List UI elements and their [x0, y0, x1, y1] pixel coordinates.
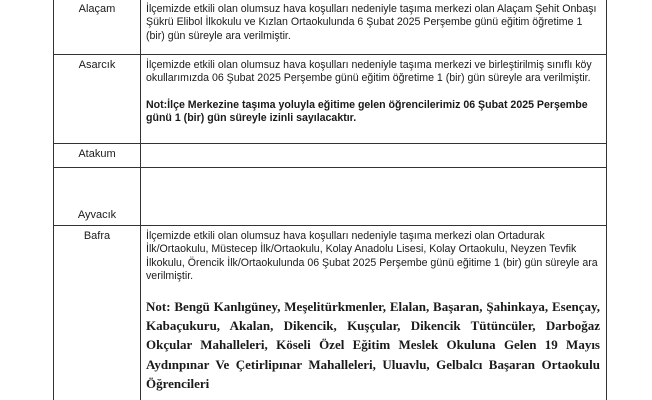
- table-row: [54, 0, 607, 55]
- notice-note: Not:İlçe Merkezine taşıma yoluyla eğitime gelen öğrencilerimiz 06 Şubat 2025 Perşembe günü 1 (bir) gün süreyle izinli sayılacaktır.: [146, 98, 588, 125]
- table-row: [54, 226, 607, 400]
- table-row: [54, 144, 607, 168]
- notice-text: İlçemizde etkili olan olumsuz hava koşulları nedeniyle taşıma merkezi olan Ortadurak İlk/Ortaokulu, Müstecep İlk/Ortaokulu, Kolay Anadolu Lisesi, Kolay Ortaokulu, Neyzen Tevfik İlkokulu, Örencik İlk/Ortaokulunda 06 Şubat 2025 Perşembe günü eğitime 1 (bir) gün süreyle ara verilmiştir.: [146, 230, 598, 283]
- district-notice: [141, 226, 607, 400]
- district-name: Atakum: [54, 144, 141, 168]
- district-notice: [141, 168, 607, 226]
- notice-text: İlçemizde etkili olan olumsuz hava koşulları nedeniyle taşıma merkezi olan Alaçam Şehit Onbaşı Şükrü Elibol İlkokulu ve Kızlan Ortaokulunda 6 Şubat 2025 Perşembe günü eğitim öğretime 1 (bir) gün süreyle ara verilmiştir.: [146, 3, 597, 42]
- district-name: Asarcık: [54, 55, 141, 144]
- table-row: [54, 55, 607, 144]
- district-notice: [141, 0, 607, 55]
- district-notice: [141, 55, 607, 144]
- district-table: [53, 0, 607, 400]
- notice-text: İlçemizde etkili olan olumsuz hava koşulları nedeniyle taşıma merkezi ve birleştirilmiş sınıflı köy okullarımızda 06 Şubat 2025 Perşembe günü eğitim öğretime 1 (bir) gün süreyle ara verilmiştir.: [146, 59, 592, 85]
- district-name: Alaçam: [54, 0, 141, 55]
- district-name: Bafra: [54, 226, 141, 400]
- table-row: [54, 168, 607, 226]
- district-notice: [141, 144, 607, 168]
- district-name: Ayvacık: [54, 168, 141, 226]
- notice-note: Not: Bengü Kanlıgüney, Meşelitürkmenler, Elalan, Başaran, Şahinkaya, Esençay, Kabaçukuru, Akalan, Dikencik, Kuşçular, Dikencik Tütüncüler, Darboğaz Okçular Mahalleleri, Köseli Özel Eğitim Meslek Okuluna Gelen 19 Mayıs Aydınpınar Ve Çetirlipınar Mahalleleri, Uluavlu, Gelbalcı Başaran Ortaokulu Öğrencileri: [146, 298, 600, 392]
